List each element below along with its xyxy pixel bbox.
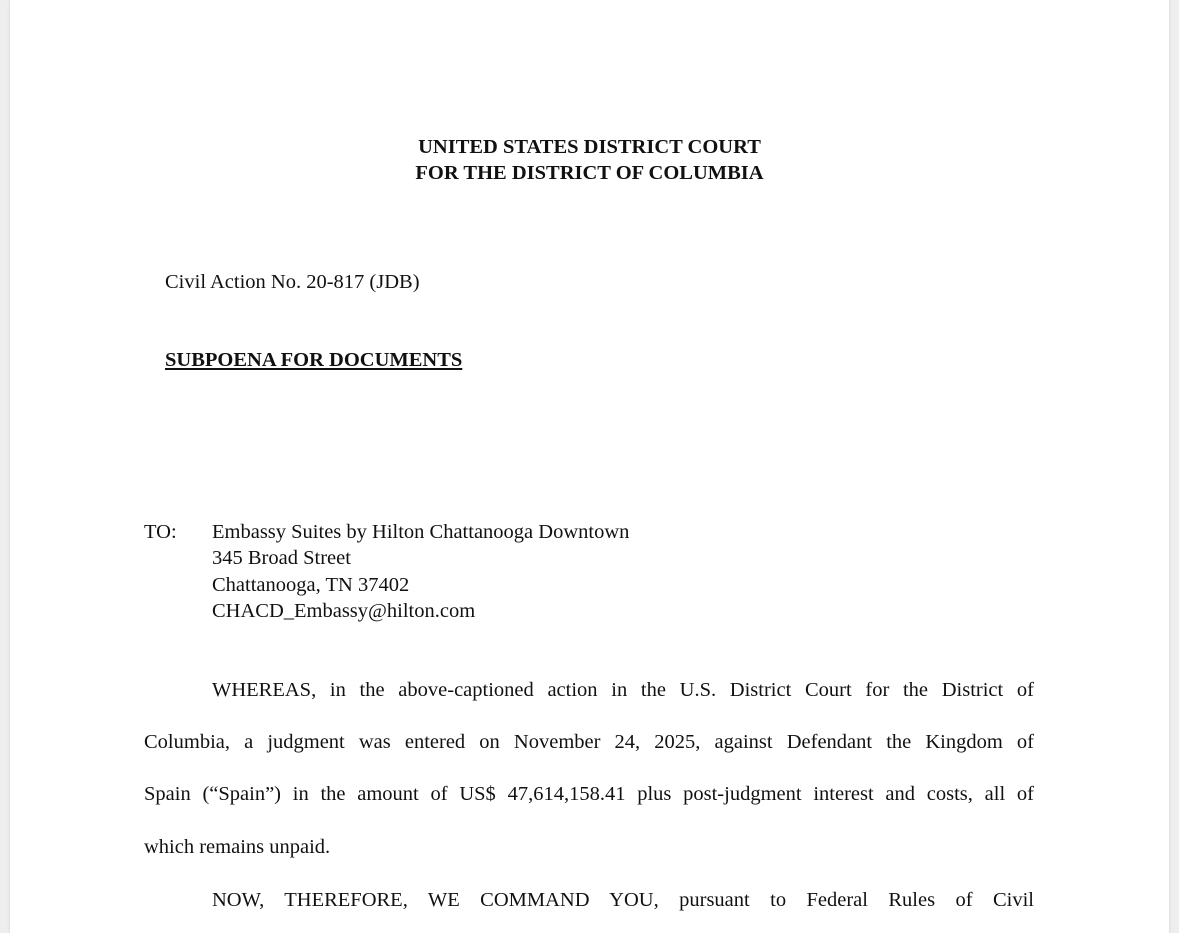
subpoena-title: SUBPOENA FOR DOCUMENTS <box>165 349 463 371</box>
court-name-line-2: FOR THE DISTRICT OF COLUMBIA <box>415 162 764 184</box>
civil-action-number: Civil Action No. 20-817 (JDB) <box>165 271 420 293</box>
recipient-city-state-zip: Chattanooga, TN 37402 <box>212 574 410 596</box>
whereas-paragraph-line: which remains unpaid. <box>144 836 331 858</box>
recipient-name: Embassy Suites by Hilton Chattanooga Downtown <box>212 521 630 543</box>
court-name-line-1: UNITED STATES DISTRICT COURT <box>418 136 761 158</box>
whereas-paragraph-line: WHEREAS, in the above-captioned action in the U.S. District Court for the District of <box>212 679 1034 701</box>
recipient-email: CHACD_Embassy@hilton.com <box>212 600 476 622</box>
whereas-paragraph-line: Spain (“Spain”) in the amount of US$ 47,614,158.41 plus post-judgment interest and costs, all of <box>144 783 1034 805</box>
whereas-paragraph-line: Columbia, a judgment was entered on November 24, 2025, against Defendant the Kingdom of <box>144 731 1034 753</box>
recipient-street: 345 Broad Street <box>212 547 351 569</box>
now-therefore-paragraph-line: NOW, THEREFORE, WE COMMAND YOU, pursuant to Federal Rules of Civil <box>212 889 1034 911</box>
document-page <box>10 0 1169 933</box>
recipient-label: TO: <box>144 521 177 543</box>
